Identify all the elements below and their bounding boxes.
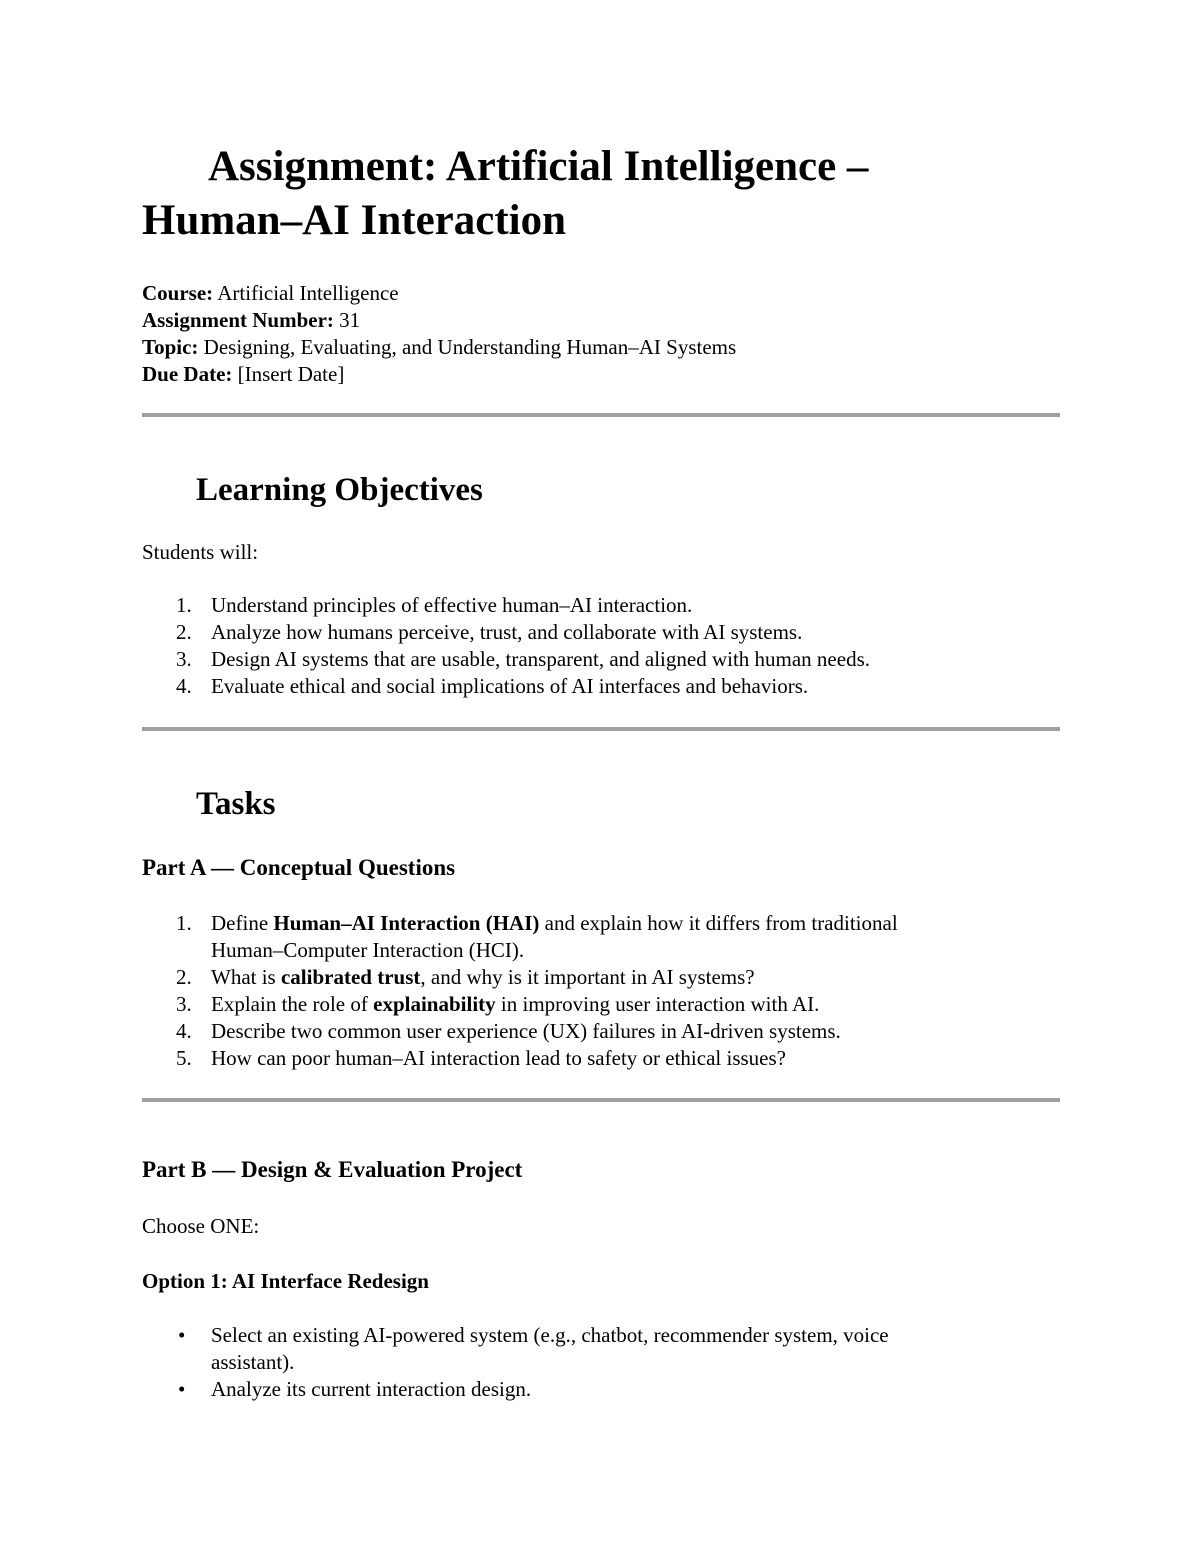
text-segment: in improving user interaction with AI.: [495, 992, 820, 1016]
list-item-number: 3.: [176, 992, 192, 1016]
option-1-list: [142, 1322, 1060, 1403]
meta-topic-label: Topic:: [142, 335, 199, 359]
list-item-text: [211, 965, 755, 989]
bold-term: calibrated trust: [280, 965, 421, 989]
text-segment: Explain the role of: [211, 992, 374, 1016]
meta-course: [142, 280, 736, 307]
meta-course-value: Artificial Intelligence: [217, 281, 399, 305]
objectives-heading: Learning Objectives: [196, 472, 483, 508]
objectives-list: [142, 592, 1060, 700]
list-item-text: Design AI systems that are usable, transparent, and aligned with human needs.: [211, 647, 870, 671]
meta-number: [142, 307, 736, 334]
text-segment: Human–Computer Interaction (HCI).: [211, 938, 525, 962]
assignment-meta: [142, 280, 736, 388]
meta-topic-value: Designing, Evaluating, and Understanding Human–AI Systems: [203, 335, 737, 359]
section-divider: [142, 413, 1060, 417]
section-divider: [142, 727, 1060, 731]
text-segment: , and why is it important in AI systems?: [420, 965, 755, 989]
list-item: [142, 1045, 1060, 1072]
list-item-number: 2.: [176, 620, 192, 644]
list-item-number: 1.: [176, 911, 192, 935]
list-item-text: [211, 992, 819, 1016]
bold-term: Human–AI Interaction (HAI): [273, 911, 540, 935]
list-item-number: 2.: [176, 965, 192, 989]
bullet-icon: •: [178, 1377, 186, 1401]
list-item: [142, 910, 1060, 964]
bold-term: explainability: [373, 992, 496, 1016]
list-item-text: Evaluate ethical and social implications of AI interfaces and behaviors.: [211, 674, 809, 698]
list-item-text: [211, 911, 898, 962]
list-item-text: Describe two common user experience (UX) failures in AI-driven systems.: [211, 1019, 841, 1043]
list-item-number: 4.: [176, 674, 192, 698]
list-item: [142, 964, 1060, 991]
list-item-number: 4.: [176, 1019, 192, 1043]
objectives-intro: Students will:: [142, 540, 259, 564]
tasks-heading: Tasks: [196, 786, 276, 822]
list-item: [142, 673, 1060, 700]
meta-due-date: [142, 361, 736, 388]
option-1-heading: Option 1: AI Interface Redesign: [142, 1269, 429, 1293]
list-item-number: 1.: [176, 593, 192, 617]
part-b-intro: Choose ONE:: [142, 1214, 260, 1238]
part-a-heading: Part A — Conceptual Questions: [142, 855, 456, 880]
list-item: [142, 619, 1060, 646]
meta-number-value: 31: [339, 308, 361, 332]
meta-due-value: [Insert Date]: [237, 362, 345, 386]
document-title: [142, 140, 1060, 248]
list-item-text: How can poor human–AI interaction lead to safety or ethical issues?: [211, 1046, 786, 1070]
list-item: [142, 991, 1060, 1018]
text-segment: and explain how it differs from traditional: [539, 911, 898, 935]
text-segment: Select an existing AI-powered system (e.g., chatbot, recommender system, voice: [211, 1323, 889, 1347]
section-divider: [142, 1098, 1060, 1102]
meta-number-label: Assignment Number:: [142, 308, 334, 332]
text-segment: Define: [211, 911, 274, 935]
list-item-text: Analyze its current interaction design.: [211, 1377, 532, 1401]
list-item: [142, 1376, 1060, 1403]
list-item: [142, 1322, 1060, 1376]
list-item-number: 5.: [176, 1046, 192, 1070]
list-item-text: Analyze how humans perceive, trust, and collaborate with AI systems.: [211, 620, 803, 644]
title-line-2: Human–AI Interaction: [142, 197, 567, 244]
list-item-number: 3.: [176, 647, 192, 671]
list-item-text: Understand principles of effective human–AI interaction.: [211, 593, 693, 617]
text-segment: What is: [211, 965, 281, 989]
part-b-heading: Part B — Design & Evaluation Project: [142, 1157, 523, 1182]
title-line-1: Assignment: Artificial Intelligence –: [208, 143, 869, 190]
list-item: [142, 592, 1060, 619]
list-item-text: [211, 1323, 889, 1374]
list-item: [142, 646, 1060, 673]
bullet-icon: •: [178, 1323, 186, 1347]
meta-due-label: Due Date:: [142, 362, 233, 386]
list-item: [142, 1018, 1060, 1045]
meta-course-label: Course:: [142, 281, 214, 305]
meta-topic: [142, 334, 736, 361]
text-segment: assistant).: [211, 1350, 295, 1374]
part-a-questions: [142, 910, 1060, 1072]
